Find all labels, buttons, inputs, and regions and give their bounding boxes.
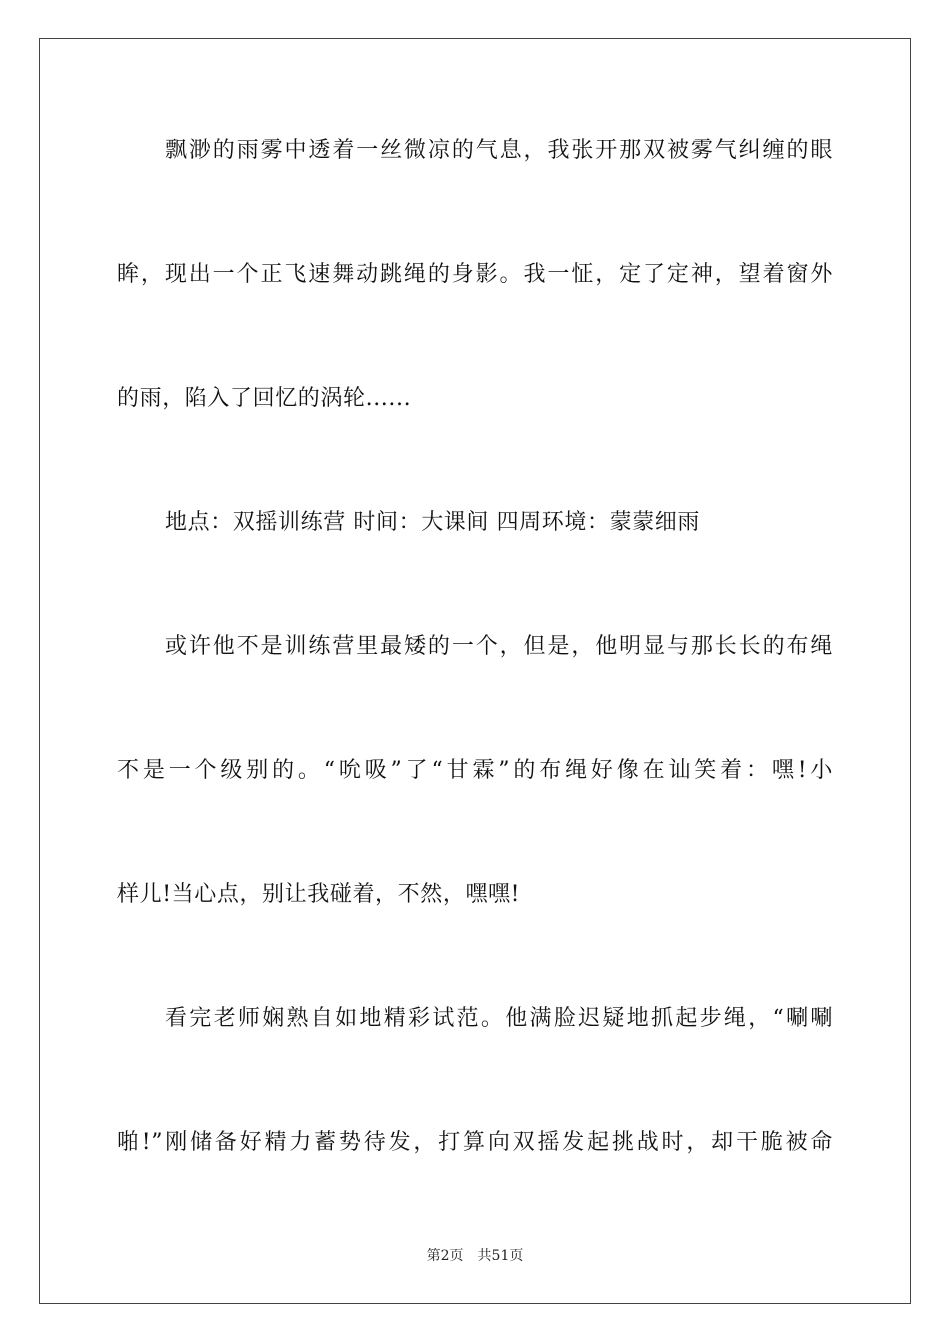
page-border — [39, 38, 911, 1304]
paragraph-2-line-3: 样儿!当心点，别让我碰着，不然，嘿嘿! — [117, 882, 521, 907]
paragraph-2-line-2: 不是一个级别的。“吮吸”了“甘霖”的布绳好像在讪笑着：嘿!小 — [117, 758, 833, 783]
paragraph-1-line-1: 飘渺的雨雾中透着一丝微凉的气息，我张开那双被雾气纠缠的眼 — [165, 138, 833, 163]
paragraph-1-line-2: 眸，现出一个正飞速舞动跳绳的身影。我一怔，定了定神，望着窗外 — [117, 262, 833, 287]
paragraph-1-line-3: 的雨，陷入了回忆的涡轮...... — [117, 386, 412, 411]
paragraph-3-line-2: 啪!”刚储备好精力蓄势待发，打算向双摇发起挑战时，却干脆被命 — [117, 1130, 833, 1155]
page-footer — [0, 1247, 950, 1265]
paragraph-2-line-1: 或许他不是训练营里最矮的一个，但是，他明显与那长长的布绳 — [165, 634, 833, 659]
page-number: 第2页 — [426, 1248, 464, 1264]
paragraph-3-line-1: 看完老师娴熟自如地精彩试范。他满脸迟疑地抓起步绳，“唰唰 — [165, 1006, 833, 1031]
total-pages: 共51页 — [477, 1248, 524, 1264]
setting-line: 地点：双摇训练营 时间：大课间 四周环境：蒙蒙细雨 — [165, 510, 700, 535]
